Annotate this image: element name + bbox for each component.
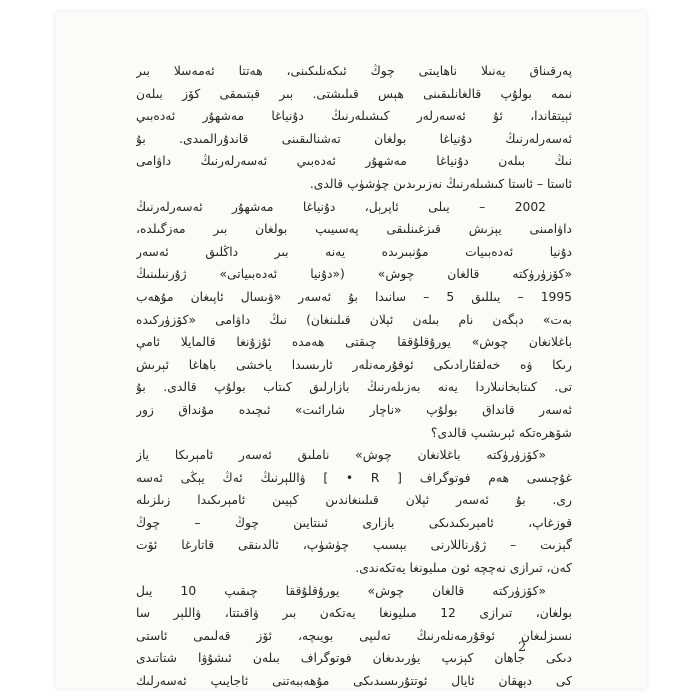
text-line: «كۆزۈركتە قالغان چوش» يورۇقلۇققا چىقىپ 10 يىل	[136, 583, 546, 598]
text-line: دىكى جاھان كېزىپ يۈرىدىغان فوتوگراف بىلەن ئىشۇۋا شتاتىدى	[136, 651, 572, 666]
book-page	[56, 12, 646, 688]
text-line: ئەسەر قانداق بولۇپ «ناچار شارائىت» ئىچىدە مۇنداق زور	[136, 402, 572, 417]
body-text	[136, 60, 572, 693]
text-line: باغلانغان چوش» يورۇقلۇققا چىقتى ھەمدە ئۇزۇنغا قالمايلا ئامې	[136, 335, 572, 350]
text-line: قوزغاپ، ئامېرىكىدىكى بازارى ئىنتايىن چوڭ – چوڭ	[136, 515, 572, 530]
text-line: دۇنيا ئەدەبىيات مۇنبىرىدە يەنە بىر داڭلىق ئەسەر	[136, 244, 572, 259]
text-line: ئەسەرلەرنىڭ دۇنياغا بولغان تەشنالىقىنى قاندۇرالمىدى. بۇ	[136, 131, 572, 146]
text-line: ئاستا – ئاستا كىشىلەرنىڭ نەزىرىدىن چۈشۈپ قالدى.	[309, 176, 572, 191]
text-line: تى. كىتابخانىلاردا يەنە بەزىلەرنىڭ بازارلىق كىتاب بولۇپ قالدى. بۇ	[136, 380, 572, 395]
text-line: گېزىت – ژۇرناللارنى بېسىپ چۈشۈپ، ئالدىنقى قاتارغا ئۆت	[136, 538, 572, 553]
text-line: شۆھرەتكە ئېرىشىپ قالدى؟	[430, 425, 572, 440]
text-line: پەرقىناق يەنىلا ناھايىتى چوڭ ئىكەنلىكىنى، ھەتتا ئەمەسلا بىر	[136, 64, 572, 78]
text-line: 1995 – يىللىق 5 – سانىدا بۇ ئەسەر «ۋىسال ئاپىغان مۇھەب	[136, 289, 572, 304]
page-number: 2	[518, 640, 527, 655]
text-line: بولغان، تىرازى 12 مىليونغا يەتكەن بىر ۋاقىتتا، ۋاللېر سا	[136, 606, 572, 621]
text-line: 2002 – يىلى ئاپرېل، دۇنياغا مەشھۇر ئەسەرلەرنىڭ	[136, 199, 546, 214]
text-line: نسىزلىغان ئوقۇرمەنلەرنىڭ تەلىپى بويىچە، ئۆز قەلىمى ئاستى	[136, 628, 572, 643]
text-line: نىڭ بىلەن دۇنياغا مەشھۇر ئەدەبىي ئەسەرلەرنىڭ داۋامى	[136, 154, 572, 169]
text-line: رىكا ۋە خەلقئارادىكى ئوقۇرمەنلەر ئارىسىدا ياخشى باھاغا ئېرىش	[136, 357, 572, 372]
text-line: داۋامىنى يېزىش قىزغىنلىقى پەسىيىپ بولغان بىر مەزگىلدە،	[136, 222, 572, 237]
text-line: رى. بۇ ئەسەر ئېلان قىلىنغاندىن كېيىن ئامېرىكىدا زىلزىلە	[136, 493, 572, 508]
text-line: «كۆزۈرۈكتە باغلانغان چوش» ناملىق ئەسەر ئامېرىكا ياز	[136, 448, 546, 463]
text-line: بەت» دېگەن نام بىلەن ئېلان قىلىنغان) نىڭ داۋامى «كۆزۈركىدە	[136, 312, 572, 327]
text-line: نىمە بولۇپ قالغانلىقىنى ھېس قىلىشتى. بىر قېتىمقى كۆز بىلەن	[136, 86, 572, 101]
text-line: كى دېھقان ئايال ئوتتۇرىسىدىكى مۇھەببەتنى ئاجايىپ ئەسەرلىك	[136, 674, 572, 689]
text-line: ئېيتقاندا، ئۇ ئەسەرلەر كىشىلەرنىڭ دۇنياغا مەشھۇر ئەدەبىي	[136, 109, 572, 124]
text-line: كەن، تىرازى نەچچە ئون مىليونغا يەتكەندى.	[355, 561, 572, 576]
text-line: «كۆزۈرۈكتە قالغان چوش» («دۇنيا ئەدەبىياتى» ژۇرنىلىنىڭ	[136, 267, 572, 282]
text-line: غۇچىسى ھەم فوتوگراف [ R • ] ۋاللېرنىڭ ئەڭ يېڭى ئەسە	[136, 470, 572, 485]
